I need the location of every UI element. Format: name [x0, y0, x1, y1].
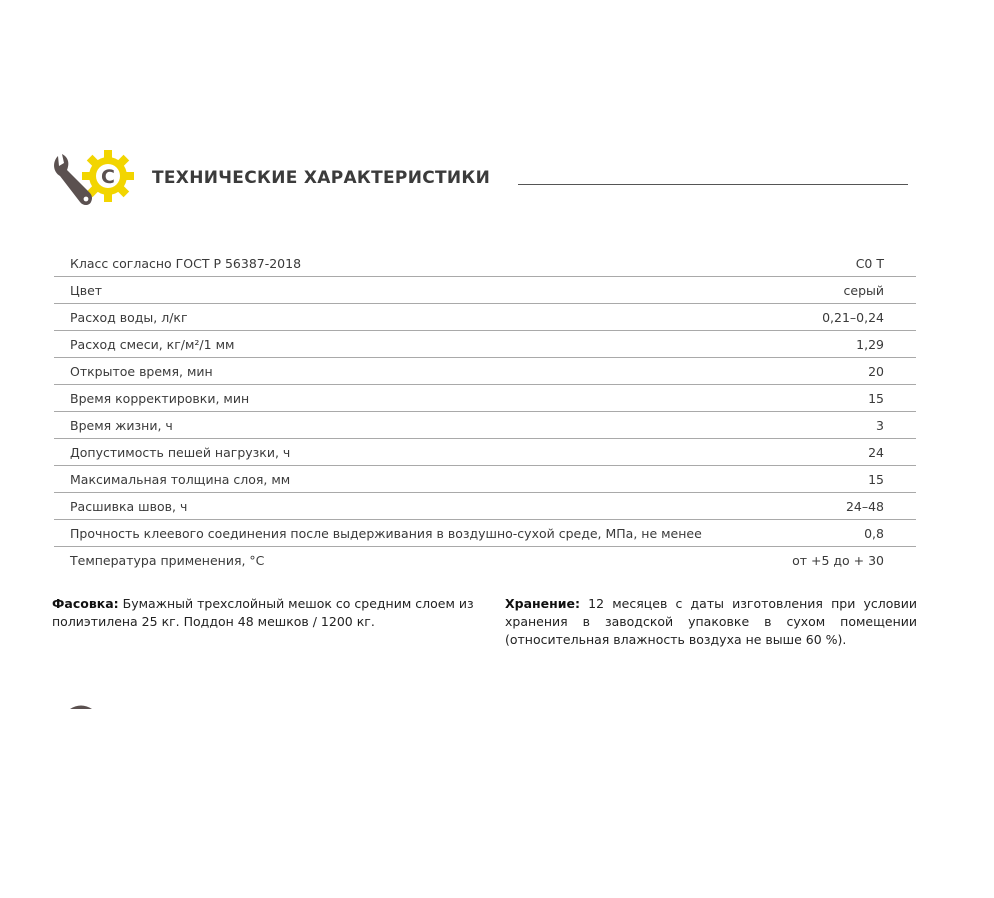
spec-value: 24–48: [778, 493, 916, 520]
spec-value: С0 Т: [778, 250, 916, 277]
spec-label: Расход смеси, кг/м²/1 мм: [54, 331, 778, 358]
spec-value: от +5 до + 30: [792, 552, 884, 568]
section-header: [50, 146, 910, 212]
logo-letter: С: [101, 166, 115, 188]
wrench-gear-icon: [50, 146, 134, 212]
table-row: [54, 547, 916, 574]
spec-value: 15: [778, 466, 916, 493]
table-row: [54, 520, 916, 547]
decorative-mark: [70, 704, 92, 710]
section-title: ТЕХНИЧЕСКИЕ ХАРАКТЕРИСТИКИ: [152, 168, 491, 188]
table-row: [54, 439, 916, 466]
table-row: [54, 331, 916, 358]
table-row: [54, 385, 916, 412]
spec-label: Допустимость пешей нагрузки, ч: [54, 439, 778, 466]
spec-label: Время корректировки, мин: [54, 385, 778, 412]
spec-label: Максимальная толщина слоя, мм: [54, 466, 778, 493]
table-row: [54, 412, 916, 439]
spec-value: 15: [778, 385, 916, 412]
packing-text: Бумажный трехслойный мешок со средним слоем из полиэтилена 25 кг. Поддон 48 мешков / 1200 кг.: [52, 596, 474, 629]
specs-table: [54, 250, 916, 573]
table-row: [54, 250, 916, 277]
storage-label: Хранение:: [505, 596, 581, 611]
table-row: [54, 358, 916, 385]
spec-value: серый: [778, 277, 916, 304]
packing-note: [52, 595, 482, 631]
title-divider: [518, 184, 908, 185]
spec-label: Расход воды, л/кг: [54, 304, 778, 331]
spec-value: 3: [778, 412, 916, 439]
table-row: [54, 277, 916, 304]
spec-value: 20: [778, 358, 916, 385]
storage-note: [505, 595, 917, 649]
spec-value: 1,29: [778, 331, 916, 358]
spec-label: Прочность клеевого соединения после выдерживания в воздушно-сухой среде, МПа, не менее: [54, 520, 778, 547]
spec-value: 0,21–0,24: [778, 304, 916, 331]
packing-label: Фасовка:: [52, 596, 119, 611]
spec-value: 0,8: [778, 520, 916, 547]
spec-label: Время жизни, ч: [54, 412, 778, 439]
spec-value: 24: [778, 439, 916, 466]
table-row: [54, 493, 916, 520]
table-row: [54, 466, 916, 493]
spec-label: Класс согласно ГОСТ Р 56387-2018: [54, 250, 778, 277]
spec-label: Температура применения, °С: [70, 552, 265, 568]
spec-label: Открытое время, мин: [54, 358, 778, 385]
spec-label: Цвет: [54, 277, 778, 304]
table-row: [54, 304, 916, 331]
storage-text: 12 месяцев с даты изготовления при условии хранения в заводской упаковке в сухом помещении (относительная влажность воздуха не выше 60 %).: [505, 596, 917, 647]
spec-label: Расшивка швов, ч: [54, 493, 778, 520]
